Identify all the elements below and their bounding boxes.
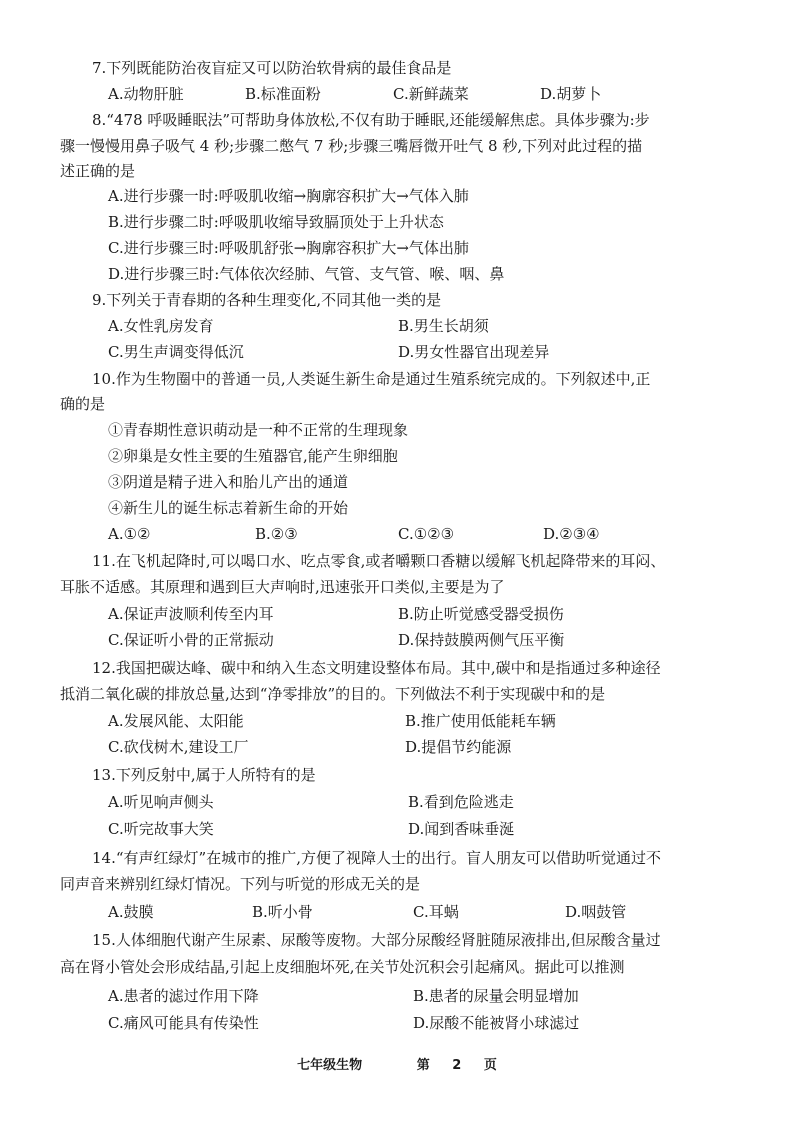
question-10-statement-1: ①青春期性意识萌动是一种不正常的生理现象 bbox=[108, 421, 409, 439]
question-13-stem: 13.下列反射中,属于人所特有的是 bbox=[92, 766, 316, 784]
footer-page-number: 第 2 页 bbox=[416, 1058, 497, 1073]
question-8-option-c: C.进行步骤三时:呼吸肌舒张→胸廓容积扩大→气体出肺 bbox=[108, 239, 469, 257]
question-12-option-d: D.提倡节约能源 bbox=[405, 738, 512, 756]
question-9-option-d: D.男女性器官出现差异 bbox=[398, 343, 550, 361]
question-10-stem-line-2: 确的是 bbox=[60, 395, 106, 413]
question-10-option-c: C.①②③ bbox=[398, 525, 455, 543]
question-9-stem: 9.下列关于青春期的各种生理变化,不同其他一类的是 bbox=[92, 291, 442, 309]
question-15-stem-line-1: 15.人体细胞代谢产生尿素、尿酸等废物。大部分尿酸经肾脏随尿液排出,但尿酸含量过 bbox=[92, 931, 661, 949]
question-13-option-a: A.听见响声侧头 bbox=[108, 793, 214, 811]
question-13-option-c: C.听完故事大笑 bbox=[108, 820, 214, 838]
question-14-option-b: B.听小骨 bbox=[252, 903, 313, 921]
question-15-option-b: B.患者的尿量会明显增加 bbox=[413, 987, 579, 1005]
question-12-option-a: A.发展风能、太阳能 bbox=[108, 712, 244, 730]
question-11-stem-line-2: 耳胀不适感。其原理和遇到巨大声响时,迅速张开口类似,主要是为了 bbox=[60, 578, 505, 596]
question-14-stem-line-1: 14.“有声红绿灯”在城市的推广,方便了视障人士的出行。盲人朋友可以借助听觉通过不 bbox=[92, 849, 661, 867]
question-8-option-b: B.进行步骤二时:呼吸肌收缩导致膈顶处于上升状态 bbox=[108, 213, 444, 231]
footer-subject: 七年级生物 bbox=[297, 1058, 363, 1073]
question-8-option-d: D.进行步骤三时:气体依次经肺、气管、支气管、喉、咽、鼻 bbox=[108, 265, 505, 283]
question-9-option-a: A.女性乳房发育 bbox=[108, 317, 214, 335]
question-12-stem-line-2: 抵消二氧化碳的排放总量,达到“净零排放”的目的。下列做法不利于实现碳中和的是 bbox=[60, 685, 606, 703]
question-8-stem-line-3: 述正确的是 bbox=[60, 162, 136, 180]
question-14-stem-line-2: 同声音来辨别红绿灯情况。下列与听觉的形成无关的是 bbox=[60, 875, 421, 893]
question-10-statement-4: ④新生儿的诞生标志着新生命的开始 bbox=[108, 499, 349, 517]
question-11-option-d: D.保持鼓膜两侧气压平衡 bbox=[398, 631, 565, 649]
question-12-stem-line-1: 12.我国把碳达峰、碳中和纳入生态文明建设整体布局。其中,碳中和是指通过多种途径 bbox=[92, 659, 661, 677]
question-15-option-a: A.患者的滤过作用下降 bbox=[108, 987, 259, 1005]
question-10-statement-3: ③阴道是精子进入和胎儿产出的通道 bbox=[108, 473, 349, 491]
question-9-option-b: B.男生长胡须 bbox=[398, 317, 489, 335]
question-15-option-c: C.痛风可能具有传染性 bbox=[108, 1014, 259, 1032]
question-15-stem-line-2: 高在肾小管处会形成结晶,引起上皮细胞坏死,在关节处沉积会引起痛风。据此可以推测 bbox=[60, 958, 625, 976]
question-14-option-a: A.鼓膜 bbox=[108, 903, 154, 921]
question-8-stem-line-2: 骤一慢慢用鼻子吸气 4 秒;步骤二憋气 7 秒;步骤三嘴唇微开吐气 8 秒,下列对此过程的描 bbox=[60, 137, 643, 155]
question-8-option-a: A.进行步骤一时:呼吸肌收缩→胸廓容积扩大→气体入肺 bbox=[108, 187, 469, 205]
question-15-option-d: D.尿酸不能被肾小球滤过 bbox=[413, 1014, 580, 1032]
question-13-option-b: B.看到危险逃走 bbox=[408, 793, 514, 811]
question-11-option-c: C.保证听小骨的正常振动 bbox=[108, 631, 274, 649]
question-7-option-a: A.动物肝脏 bbox=[108, 85, 184, 103]
question-7-option-b: B.标准面粉 bbox=[245, 85, 321, 103]
question-14-option-c: C.耳蜗 bbox=[413, 903, 459, 921]
question-10-option-a: A.①② bbox=[108, 525, 151, 543]
question-7-stem: 7.下列既能防治夜盲症又可以防治软骨病的最佳食品是 bbox=[92, 59, 452, 77]
question-13-option-d: D.闻到香味垂涎 bbox=[408, 820, 515, 838]
question-7-option-c: C.新鲜蔬菜 bbox=[393, 85, 469, 103]
question-12-option-b: B.推广使用低能耗车辆 bbox=[405, 712, 556, 730]
question-11-stem-line-1: 11.在飞机起降时,可以喝口水、吃点零食,或者嚼颗口香糖以缓解飞机起降带来的耳闷、 bbox=[92, 552, 666, 570]
question-7-option-d: D.胡萝卜 bbox=[540, 85, 602, 103]
question-11-option-b: B.防止听觉感受器受损伤 bbox=[398, 605, 564, 623]
question-8-stem-line-1: 8.“478 呼吸睡眠法”可帮助身体放松,不仅有助于睡眠,还能缓解焦虑。具体步骤为:步 bbox=[92, 111, 650, 129]
page-footer bbox=[0, 1054, 794, 1073]
question-10-stem-line-1: 10.作为生物圈中的普通一员,人类诞生新生命是通过生殖系统完成的。下列叙述中,正 bbox=[92, 370, 651, 388]
question-9-option-c: C.男生声调变得低沉 bbox=[108, 343, 244, 361]
question-11-option-a: A.保证声波顺利传至内耳 bbox=[108, 605, 274, 623]
question-12-option-c: C.砍伐树木,建设工厂 bbox=[108, 738, 249, 756]
question-10-option-b: B.②③ bbox=[255, 525, 298, 543]
question-14-option-d: D.咽鼓管 bbox=[565, 903, 627, 921]
question-10-option-d: D.②③④ bbox=[543, 525, 600, 543]
question-10-statement-2: ②卵巢是女性主要的生殖器官,能产生卵细胞 bbox=[108, 447, 398, 465]
